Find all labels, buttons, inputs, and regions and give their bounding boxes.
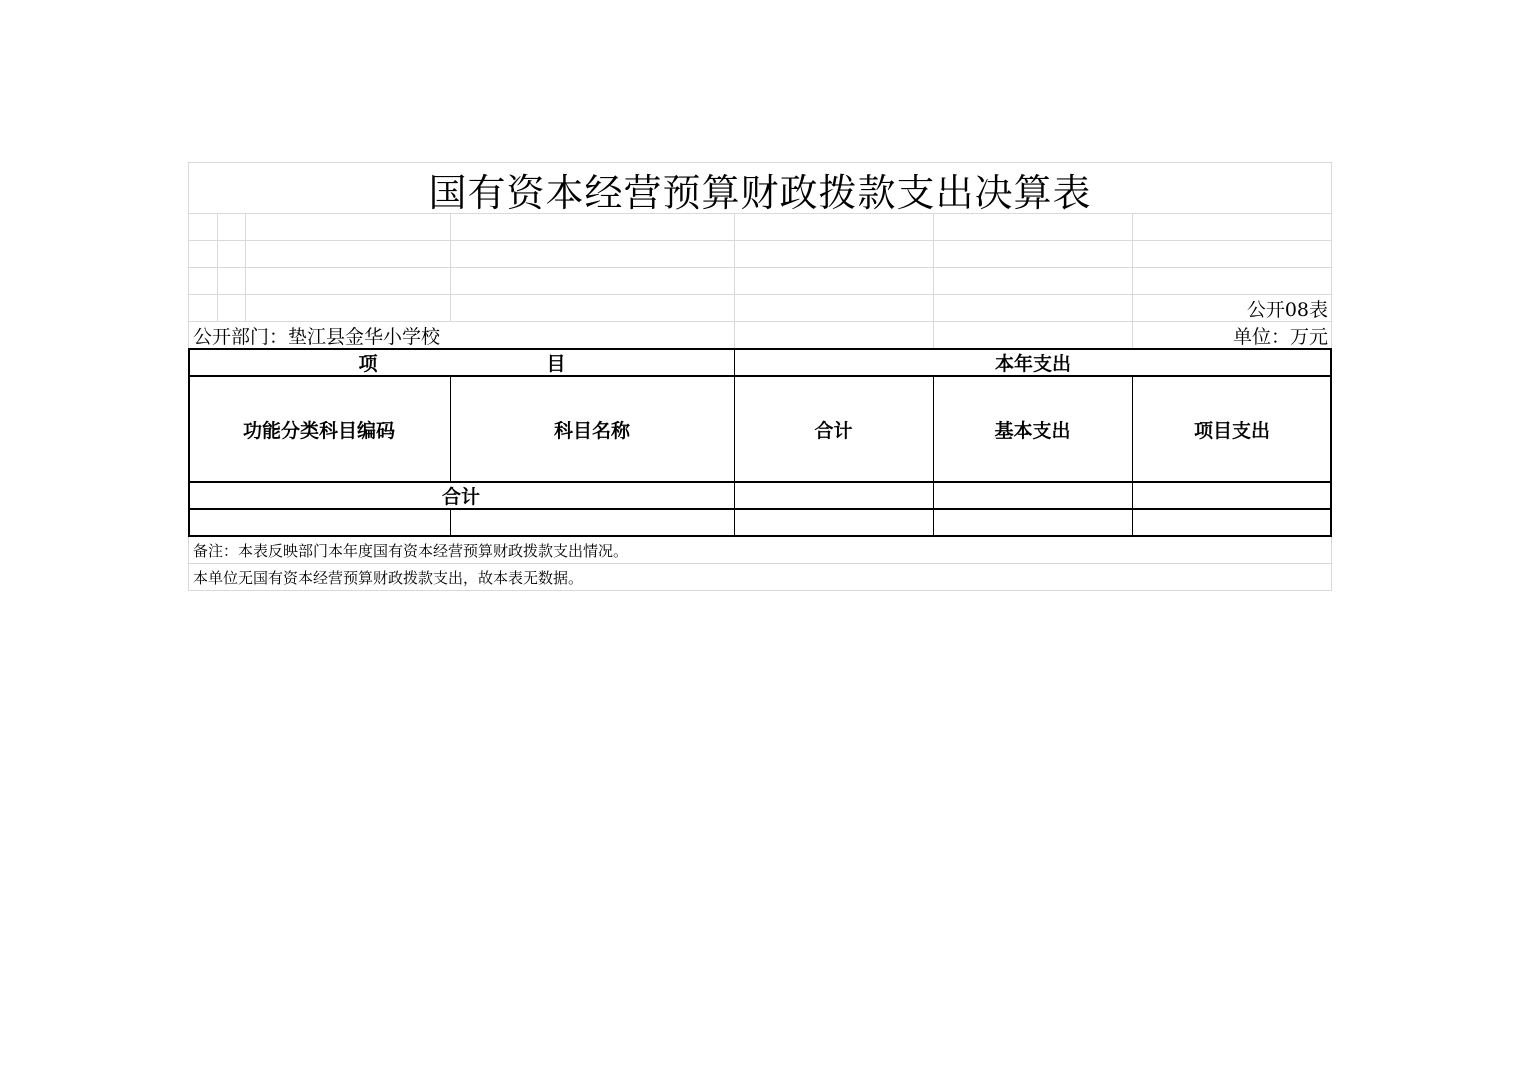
spreadsheet-page [188,162,1332,591]
table-border [188,508,1332,510]
gridline [933,213,934,349]
gridline [217,213,218,321]
gridline [450,213,451,321]
gridline [188,267,1332,268]
header-project-left: 项 [358,353,378,375]
gridline [188,240,1332,241]
gridline [245,213,246,321]
gridline [188,590,1332,591]
header-total: 合计 [814,419,853,442]
header-basic-expenditure: 基本支出 [994,419,1071,442]
note-line: 备注：本表反映部门本年度国有资本经营预算财政拨款支出情况。 [193,541,629,560]
header-subject-name: 科目名称 [553,419,630,442]
report-title: 国有资本经营预算财政拨款支出决算表 [428,170,1092,215]
header-current-year-expenditure: 本年支出 [994,353,1071,375]
note-line: 本单位无国有资本经营预算财政拨款支出，故本表无数据。 [193,568,584,587]
unit-label: 单位：万元 [1232,326,1328,348]
header-project-right: 目 [546,353,566,375]
header-project-expenditure: 项目支出 [1193,419,1270,442]
header-function-code: 功能分类科目编码 [242,419,395,442]
department-label: 公开部门：垫江县金华小学校 [193,326,441,348]
gridline [734,213,735,349]
table-code: 公开08表 [1246,299,1328,321]
total-row-label: 合计 [441,486,480,508]
table-border [450,508,451,536]
